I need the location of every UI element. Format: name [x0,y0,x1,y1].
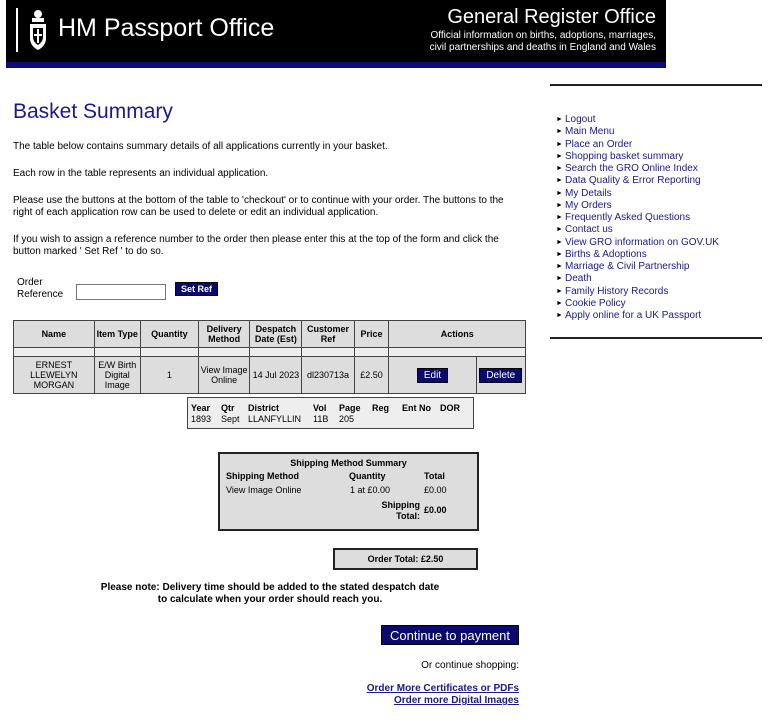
nav-family-history[interactable] [556,286,719,298]
index-reg [372,403,389,414]
nav-my-orders[interactable] [556,200,719,212]
nav-label: Logout [565,114,596,125]
nav-label: Family History Records [565,285,669,297]
col-header-quantity: Quantity [140,321,198,348]
arrow-icon: ► [556,214,563,221]
nav-label: Shopping basket summary [565,150,684,162]
arrow-icon: ► [556,287,563,295]
delete-button[interactable]: Delete [479,368,522,383]
sidebar-nav [556,114,719,322]
order-reference-label [17,277,63,301]
nav-gov-uk[interactable] [556,237,719,249]
cell-delivery: View Image Online [198,357,250,394]
nav-logout[interactable] [556,114,719,126]
index-year-value: 1893 [191,414,212,424]
nav-label: Births & Adoptions [565,248,647,260]
set-ref-button[interactable]: Set Ref [175,282,218,296]
intro-text: The table below contains summary details of all applications currently in your basket. [13,141,388,152]
order-more-digital-images-link[interactable]: Order more Digital Images [393,695,519,706]
index-vol-value: 11B [313,414,329,424]
nav-label: Search the GRO Online Index [565,163,698,174]
note-line: to calculate when your order should reach you. [157,594,383,605]
arrow-icon: ► [556,152,563,160]
nav-label: Contact us [565,224,613,236]
col-header-actions: Actions [389,321,526,348]
col-header-delivery: Delivery Method [198,321,250,348]
gro-subtitle [396,30,656,54]
cell-price: £2.50 [354,357,389,394]
arrow-icon: ► [556,140,563,148]
gro-subtitle-line: civil partnerships and deaths in England and Wales [429,42,656,53]
index-year-header: Year [191,403,211,413]
logo-divider [16,8,18,52]
brand-name: HM Passport Office [58,14,275,42]
nav-basket-summary[interactable] [556,151,719,163]
page-title: Basket Summary [13,100,173,123]
table-header-row [14,321,526,348]
nav-label: Marriage & Civil Partnership [565,261,690,272]
col-header-customer-ref: Customer Ref [302,321,354,348]
col-header-name: Name [14,321,95,348]
label-line: Shipping [381,500,420,510]
nav-label: Apply online for a UK Passport [565,310,702,321]
index-district-header: District [248,403,280,413]
nav-label: Place an Order [565,138,633,150]
arrow-icon: ► [556,275,563,283]
shipping-total-value: £0.00 [424,485,447,495]
index-vol-header: Vol [313,403,327,413]
nav-births[interactable] [556,249,719,261]
index-qtr [221,403,240,425]
arrow-icon: ► [556,201,563,209]
nav-data-quality[interactable] [556,175,719,187]
note-line: Please note: Delivery time should be added to the stated despatch date [100,582,440,593]
arrow-icon: ► [556,165,563,172]
index-entno-header: Ent No [402,403,431,413]
cell-despatch: 14 Jul 2023 [250,357,302,394]
nav-cookie-policy[interactable] [556,298,719,310]
nav-place-order[interactable] [556,139,719,151]
shipping-col-quantity: Quantity [349,471,386,481]
shipping-method-value: View Image Online [226,485,302,495]
arrow-icon: ► [556,226,563,234]
nav-label: My Orders [565,199,612,211]
site-header [6,0,666,62]
index-qtr-header: Qtr [221,403,235,413]
gro-subtitle-line: Official information on births, adoptions, marriages, [430,30,656,41]
nav-apply-passport[interactable] [556,310,719,322]
arrow-icon: ► [556,250,563,258]
or-continue-shopping: Or continue shopping: [421,660,519,671]
arrow-icon: ► [556,299,563,307]
shipping-total-label [360,500,420,522]
table-spacer-row [14,348,526,357]
index-qtr-value: Sept [221,414,240,424]
cell-edit [389,357,476,394]
index-vol [313,403,328,425]
shipping-quantity-value: 1 at £0.00 [350,485,391,495]
index-district-value: LLANFYLLIN [248,414,302,424]
col-header-despatch: Despatch Date (Est) [250,321,302,348]
cell-delete [476,357,525,394]
order-reference-input[interactable] [76,284,166,300]
order-more-certificates-link[interactable]: Order More Certificates or PDFs [366,683,519,694]
arrow-icon: ► [556,177,563,185]
index-page [339,403,361,425]
shipping-summary [218,452,479,531]
arrow-icon: ► [556,128,563,136]
nav-label: Cookie Policy [565,297,626,309]
nav-label: View GRO information on GOV.UK [565,236,719,248]
intro-text: Please use the buttons at the bottom of the table to 'checkout' or to continue with your order. The buttons to the right of each application row can be used to delete or edit an individual application. [13,195,504,218]
cell-quantity: 1 [140,357,198,394]
royal-crest-icon [24,8,52,52]
index-reg-header: Reg [372,403,390,413]
cell-customer-ref: dl230713a [302,357,354,394]
cell-name: ERNEST LLEWELYN MORGAN [14,357,95,394]
delivery-note [60,582,480,606]
index-page-value: 205 [339,414,355,424]
index-page-header: Page [339,403,361,413]
order-total: Order Total: £2.50 [333,548,478,570]
shipping-col-method: Shipping Method [226,471,299,481]
shipping-col-total: Total [424,471,445,481]
index-entno [402,403,431,414]
edit-button[interactable]: Edit [417,368,448,383]
shipping-summary-title: Shipping Method Summary [290,458,407,468]
index-year [191,403,211,425]
table-row [14,357,526,394]
nav-label: Death [565,273,592,285]
index-district [248,403,301,425]
nav-search-index[interactable] [556,163,719,175]
index-details [187,397,474,429]
nav-death[interactable] [556,273,719,285]
sidebar-bottom-rule [550,337,762,339]
nav-my-details[interactable] [556,188,719,200]
cell-item-type: E/W Birth Digital Image [94,357,140,394]
arrow-icon: ► [556,238,563,246]
index-dor [440,403,460,414]
nav-label: Main Menu [565,126,615,138]
header-blue-bar [6,62,666,68]
nav-label: Frequently Asked Questions [565,212,691,223]
label-line: Order [17,277,43,288]
index-dor-header: DOR [440,403,460,413]
nav-main-menu[interactable] [556,126,719,138]
intro-text: If you wish to assign a reference number to the order then please enter this at the top of the form and click the button marked ' Set Ref ' to do so. [13,234,499,257]
arrow-icon: ► [556,312,563,319]
gro-title: General Register Office [447,6,656,28]
label-line: Total: [396,511,420,521]
arrow-icon: ► [556,189,563,197]
label-line: Reference [17,289,64,300]
nav-contact[interactable] [556,224,719,236]
arrow-icon: ► [556,116,563,123]
col-header-price: Price [354,321,389,348]
nav-marriage[interactable] [556,261,719,273]
col-header-item-type: Item Type [94,321,140,348]
basket-table [13,320,526,394]
intro-text: Each row in the table represents an individual application. [13,168,269,179]
nav-label: My Details [565,187,612,199]
arrow-icon: ► [556,263,563,270]
shipping-grand-total: £0.00 [424,505,447,515]
sidebar-top-rule [550,84,762,86]
nav-label: Data Quality & Error Reporting [565,175,701,187]
continue-to-payment-button[interactable]: Continue to payment [381,625,519,645]
nav-faq[interactable] [556,212,719,224]
